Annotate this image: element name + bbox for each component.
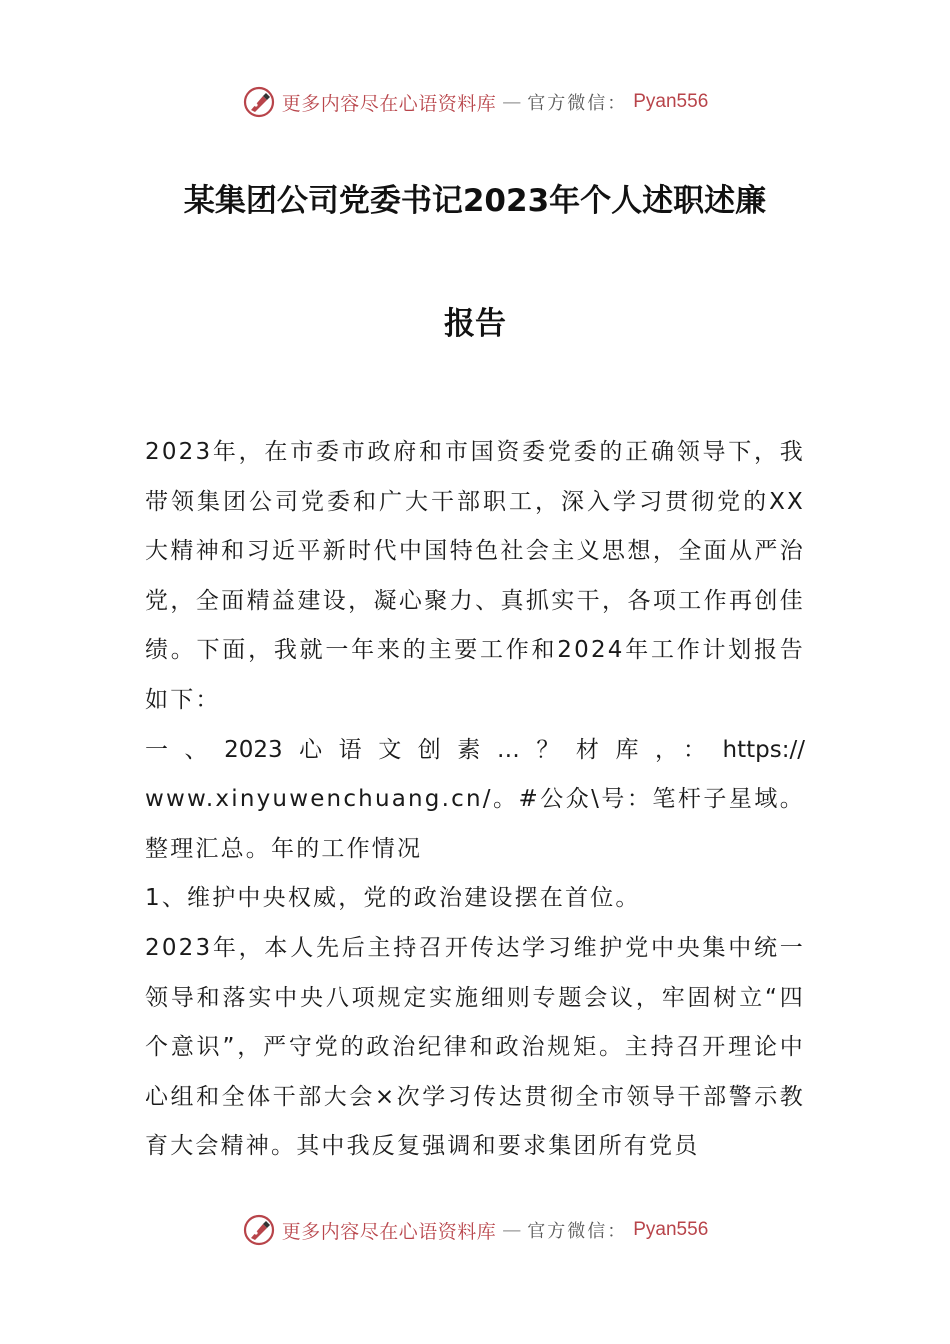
document-title-line-2: 报告 bbox=[444, 306, 506, 342]
banner-separator: — bbox=[502, 91, 522, 113]
document-title-line-1: 某集团公司党委书记2023年个人述职述廉 bbox=[183, 183, 767, 219]
pen-nib-logo-icon bbox=[242, 85, 276, 119]
body-paragraph-section-heading bbox=[145, 726, 805, 776]
banner-wechat-label: 官方微信： bbox=[527, 1221, 628, 1242]
footer-banner bbox=[0, 1210, 950, 1250]
banner-wechat-id: Pyan556 bbox=[633, 1219, 709, 1240]
document-body bbox=[145, 428, 805, 1172]
section-heading-line-1: 一、2023心语文创素…？材库，：https:// bbox=[145, 736, 805, 763]
pen-nib-logo-icon bbox=[242, 1213, 276, 1247]
banner-main-text: 更多内容尽在心语资料库 bbox=[281, 1220, 497, 1243]
banner-separator: — bbox=[502, 1219, 522, 1241]
banner-wechat-id: Pyan556 bbox=[633, 91, 709, 112]
body-paragraph-subheading: 1、维护中央权威，党的政治建设摆在首位。 bbox=[145, 885, 641, 912]
header-banner bbox=[0, 82, 950, 122]
body-paragraph-detail: 2023年，本人先后主持召开传达学习维护党中央集中统一领导和落实中央八项规定实施细则专题会议，牢固树立“四个意识”，严守党的政治纪律和政治规矩。主持召开理论中心组和全体干部大会×次学习传达贯彻全市领导干部警示教育大会精神。其中我反复强调和要求集团所有党员 bbox=[145, 934, 805, 1160]
body-paragraph-intro: 2023年，在市委市政府和市国资委党委的正确领导下，我带领集团公司党委和广大干部职工，深入学习贯彻党的XX大精神和习近平新时代中国特色社会主义思想，全面从严治党，全面精益建设，凝心聚力、真抓实干，各项工作再创佳绩。下面，我就一年来的主要工作和2024年工作计划报告如下： bbox=[145, 439, 805, 713]
body-paragraph-section-heading-cont: www.xinyuwenchuang.cn/。#公众\号：笔杆子星域。整理汇总。年的工作情况 bbox=[145, 786, 805, 862]
banner-wechat-label: 官方微信： bbox=[527, 93, 628, 114]
banner-main-text: 更多内容尽在心语资料库 bbox=[281, 92, 497, 115]
